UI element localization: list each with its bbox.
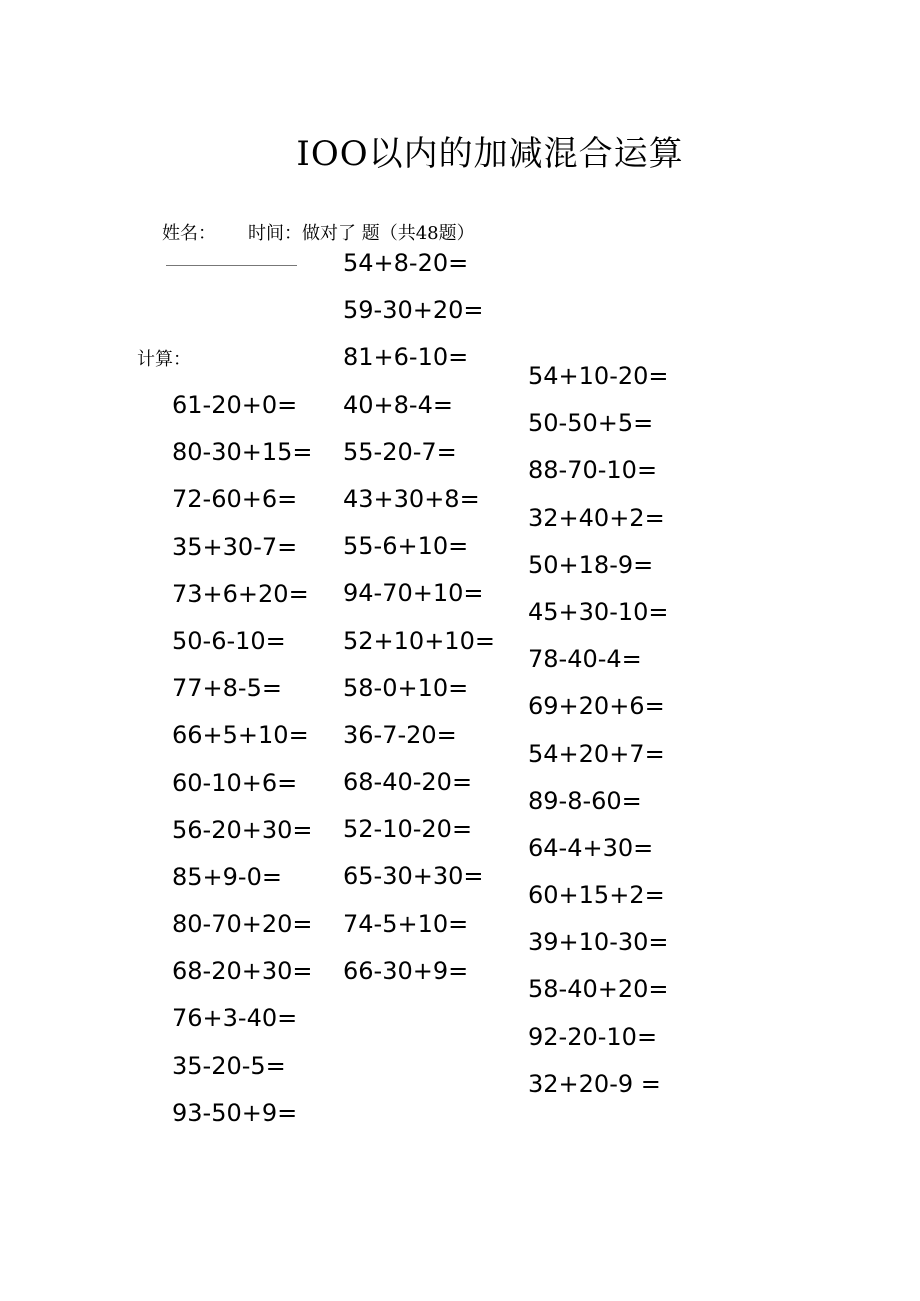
math-problem: 64-4+30= <box>528 833 654 862</box>
math-problem: 59-30+20= <box>343 296 484 325</box>
name-label: 姓名： <box>162 223 216 244</box>
name-blank-line <box>166 265 297 266</box>
time-score-info: 时间：做对了 题（共48题） <box>248 223 475 244</box>
math-problem: 61-20+0= <box>172 391 298 419</box>
math-problem: 54+8-20= <box>343 249 469 277</box>
page-title: IOO以内的加减混合运算 <box>296 134 684 174</box>
math-problem: 54+10-20= <box>528 362 669 390</box>
math-problem: 89-8-60= <box>528 786 642 815</box>
math-problem: 78-40-4= <box>528 645 642 674</box>
problem-column-3 <box>528 361 669 1116</box>
math-problem: 66-30+9= <box>343 956 469 985</box>
math-problem: 77+8-5= <box>172 674 282 703</box>
math-problem: 74-5+10= <box>343 909 469 938</box>
problem-column-2 <box>343 248 495 1003</box>
math-problem: 32+20-9 = <box>528 1069 661 1098</box>
math-problem: 72-60+6= <box>172 485 298 514</box>
math-problem: 40+8-4= <box>343 390 453 419</box>
math-problem: 39+10-30= <box>528 928 669 957</box>
math-problem: 52+10+10= <box>343 626 495 655</box>
problem-column-1 <box>172 390 313 1145</box>
math-problem: 60-10+6= <box>172 768 298 797</box>
math-problem: 80-30+15= <box>172 438 313 467</box>
math-problem: 68-40-20= <box>343 768 473 797</box>
math-problem: 45+30-10= <box>528 597 669 626</box>
math-problem: 32+40+2= <box>528 503 665 532</box>
math-problem: 80-70+20= <box>172 910 313 939</box>
math-problem: 65-30+30= <box>343 862 484 891</box>
math-problem: 54+20+7= <box>528 739 665 768</box>
math-problem: 50+18-9= <box>528 550 654 579</box>
math-problem: 56-20+30= <box>172 815 313 844</box>
math-problem: 60+15+2= <box>528 881 665 910</box>
math-problem: 50-6-10= <box>172 626 286 655</box>
math-problem: 35-20-5= <box>172 1051 286 1080</box>
math-problem: 43+30+8= <box>343 484 480 513</box>
math-problem: 55-6+10= <box>343 532 469 561</box>
math-problem: 76+3-40= <box>172 1004 298 1033</box>
math-problem: 81+6-10= <box>343 343 469 372</box>
math-problem: 93-50+9= <box>172 1098 298 1127</box>
math-problem: 55-20-7= <box>343 437 457 466</box>
math-problem: 58-0+10= <box>343 673 469 702</box>
math-problem: 94-70+10= <box>343 579 484 608</box>
math-problem: 88-70-10= <box>528 456 658 485</box>
math-problem: 52-10-20= <box>343 815 473 844</box>
math-problem: 73+6+20= <box>172 579 309 608</box>
math-problem: 58-40+20= <box>528 975 669 1004</box>
math-problem: 69+20+6= <box>528 692 665 721</box>
math-problem: 68-20+30= <box>172 957 313 986</box>
math-problem: 36-7-20= <box>343 720 457 749</box>
math-problem: 85+9-0= <box>172 862 282 891</box>
math-problem: 66+5+10= <box>172 721 309 750</box>
math-problem: 50-50+5= <box>528 409 654 438</box>
math-problem: 92-20-10= <box>528 1022 658 1051</box>
math-problem: 35+30-7= <box>172 532 298 561</box>
calculation-label: 计算： <box>137 349 191 370</box>
